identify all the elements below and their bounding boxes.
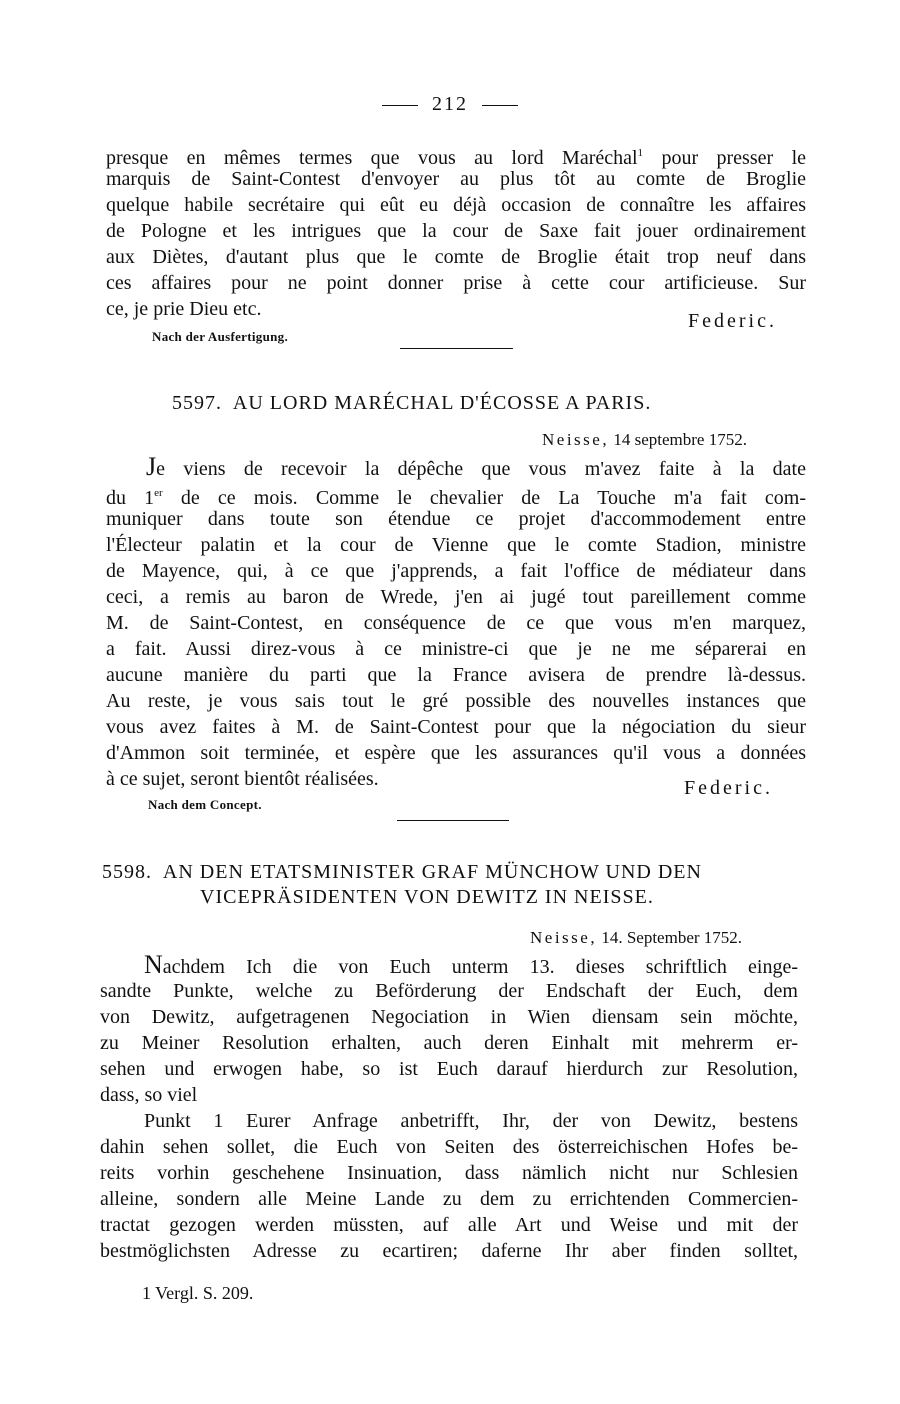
text-line-part: de ce mois. Comme le chevalier de La Touche m'a fait com- [162, 487, 806, 509]
initial-letter: J [146, 452, 157, 481]
letter-number: 5597. [172, 392, 222, 414]
text-line: aux Diètes, d'autant plus que le comte de Broglie était trop neuf dans [106, 246, 806, 268]
text-line [100, 952, 798, 978]
text-line: a fait. Aussi direz-vous à ce ministre-ci que je ne me séparerai en [106, 638, 806, 660]
text-line: marquis de Saint-Contest d'envoyer au plus tôt au comte de Broglie [106, 168, 806, 190]
date-place: Neisse, [530, 928, 598, 947]
date-text: 14. September 1752. [597, 928, 743, 947]
text-line: aucune manière du parti que la France avisera de prendre là-dessus. [106, 664, 806, 686]
text-line [106, 480, 806, 509]
signature: Federic. [684, 777, 773, 799]
previous-letter-continuation [106, 140, 806, 322]
page-number: 212 [432, 93, 468, 115]
letter-title: AU LORD MARÉCHAL D'ÉCOSSE A PARIS. [232, 392, 652, 414]
text-line: sandte Punkte, welche zu Beförderung der Endschaft der Euch, dem [100, 980, 798, 1002]
text-line: tractat gezogen werden müssten, auf alle Art und Weise und mit der [100, 1214, 798, 1236]
text-line: reits vorhin geschehene Insinuation, dass nämlich nicht nur Schlesien [100, 1162, 798, 1184]
text-line: von Dewitz, aufgetragenen Negociation in Wien diensam sein möchte, [100, 1006, 798, 1028]
text-line [106, 454, 806, 480]
letter-body [106, 454, 806, 792]
letter-title: AN DEN ETATSMINISTER GRAF MÜNCHOW UND DEN [162, 861, 702, 883]
text-line-part: du 1 [106, 487, 155, 509]
text-line: zu Meiner Resolution erhalten, auch deren Einhalt mit mehrerm er- [100, 1032, 798, 1054]
text-line: ceci, a remis au baron de Wrede, j'en ai jugé tout pareillement comme [106, 586, 806, 608]
text-line: l'Électeur palatin et la cour de Vienne que le comte Stadion, ministre [106, 534, 806, 556]
source-note: Nach der Ausfertigung. [152, 329, 289, 344]
text-line: dass, so viel [100, 1084, 198, 1106]
text-line: muniquer dans toute son étendue ce projet d'accommodement entre [106, 508, 806, 530]
letter-heading [102, 861, 702, 884]
text-line-part: pour presser le [643, 147, 806, 169]
text-line: dahin sehen sollet, die Euch von Seiten des österreichischen Hofes be- [100, 1136, 798, 1158]
footnote: 1 Vergl. S. 209. [142, 1283, 254, 1303]
letter-heading-line2: VICEPRÄSIDENTEN VON DEWITZ IN NEISSE. [200, 886, 654, 908]
dateline [530, 928, 742, 948]
text-line: ce, je prie Dieu etc. [106, 298, 262, 320]
dateline [542, 430, 747, 450]
text-line: sehen und erwogen habe, so ist Euch darauf hierdurch zur Resolution, [100, 1058, 798, 1080]
date-place: Neisse, [542, 430, 610, 449]
text-line: à ce sujet, seront bientôt réalisées. [106, 768, 379, 790]
page-header [0, 93, 900, 116]
text-line-part: achdem Ich die von Euch unterm 13. dieses schriftlich einge- [162, 956, 798, 978]
text-line: de Mayence, qui, à ce que j'apprends, a fait l'office de médiateur dans [106, 560, 806, 582]
text-line: Punkt 1 Eurer Anfrage anbetrifft, Ihr, der von Dewitz, bestens [144, 1110, 798, 1132]
text-line: d'Ammon soit terminée, et espère que les assurances qu'il vous a données [106, 742, 806, 764]
date-text: 14 septembre 1752. [609, 430, 747, 449]
section-divider [400, 348, 513, 349]
text-line [106, 140, 806, 169]
signature: Federic. [688, 310, 777, 332]
section-divider [397, 820, 509, 821]
initial-letter: N [144, 950, 163, 979]
text-line: alleine, sondern alle Meine Lande zu dem zu errichtenden Commercien- [100, 1188, 798, 1210]
text-line-part: presque en mêmes termes que vous au lord Maréchal [106, 147, 638, 169]
superscript: er [154, 487, 163, 499]
text-line: vous avez faites à M. de Saint-Contest pour que la négociation du sieur [106, 716, 806, 738]
text-line: Au reste, je vous sais tout le gré possible des nouvelles instances que [106, 690, 806, 712]
text-line: bestmöglichsten Adresse zu ecartiren; daferne Ihr aber finden solltet, [100, 1240, 798, 1262]
footnote-marker: 1 [637, 147, 644, 159]
letter-body [100, 952, 798, 1264]
source-note: Nach dem Concept. [148, 797, 262, 812]
letter-heading [172, 392, 651, 415]
header-dash-left [382, 105, 418, 106]
text-line-part: e viens de recevoir la dépêche que vous m'avez faite à la date [156, 458, 806, 480]
text-line: M. de Saint-Contest, en conséquence de ce que vous m'en marquez, [106, 612, 806, 634]
text-line: de Pologne et les intrigues que la cour de Saxe fait jouer ordinairement [106, 220, 806, 242]
letter-number: 5598. [102, 861, 152, 883]
text-line: ces affaires pour ne point donner prise à cette cour artificieuse. Sur [106, 272, 806, 294]
header-dash-right [482, 105, 518, 106]
text-line: quelque habile secrétaire qui eût eu déjà occasion de connaître les affaires [106, 194, 806, 216]
